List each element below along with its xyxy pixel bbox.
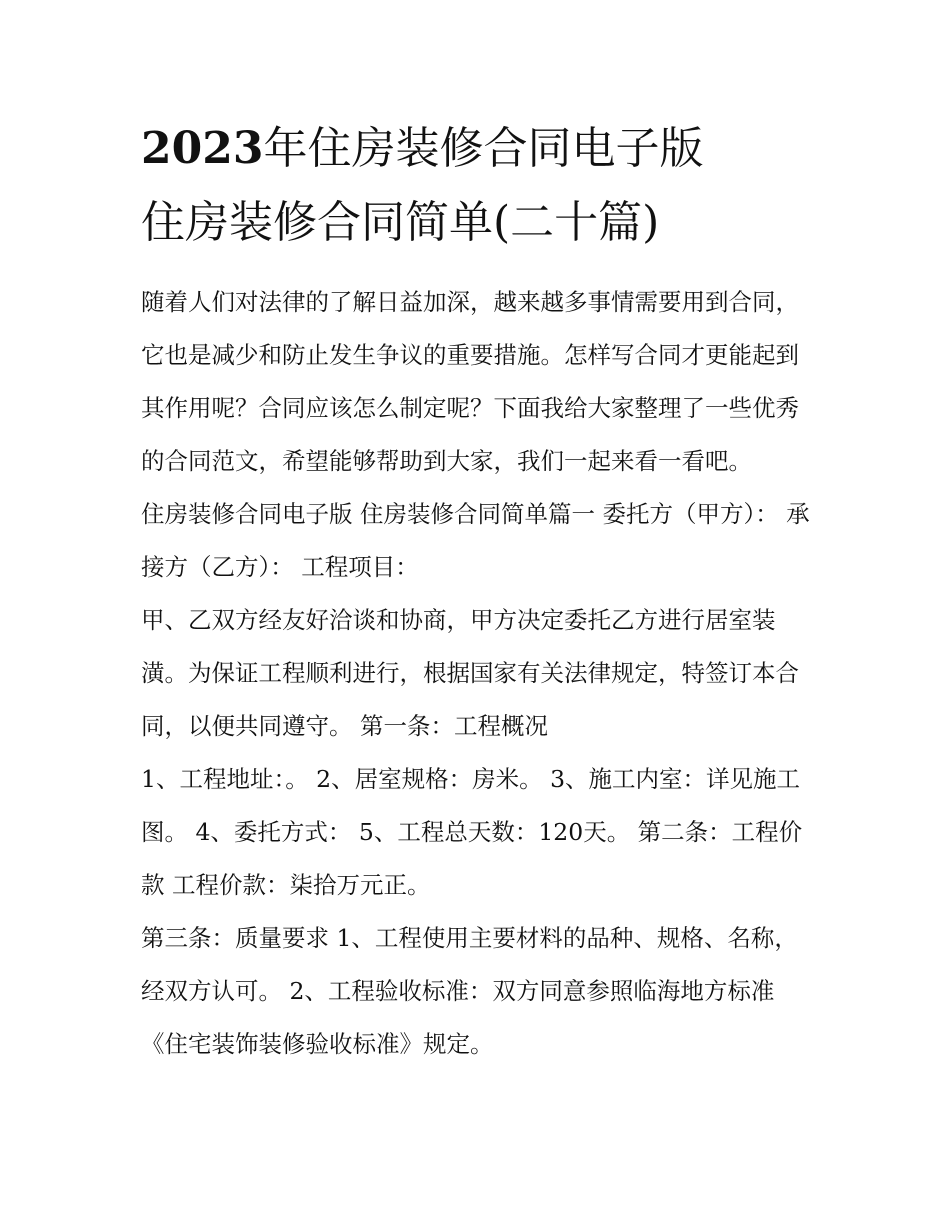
intro-paragraph: 随着人们对法律的了解日益加深，越来越多事情需要用到合同，它也是减少和防止发生争议的重要措施。怎样写合同才更能起到其作用呢？合同应该怎么制定呢？下面我给大家整理了一些优秀的合同范文，希望能够帮助到大家，我们一起来看一看吧。 [141,288,799,475]
agreement-paragraph: 甲、乙双方经友好洽谈和协商，甲方决定委托乙方进行居室装潢。为保证工程顺利进行，根据国家有关法律规定，特签订本合同，以便共同遵守。 第一条：工程概况 [141,606,799,740]
project-overview-paragraph: 1、工程地址：。 2、居室规格：房米。 3、施工内室：详见施工图。 4、委托方式： 5、工程总天数：120天。 第二条：工程价款 工程价款：柒拾万元正。 [141,765,803,899]
quality-requirements-paragraph: 第三条：质量要求 1、工程使用主要材料的品种、规格、名称，经双方认可。 2、工程验收标准：双方同意参照临海地方标准《住宅装饰装修验收标准》规定。 [141,924,798,1058]
title-year: 2023 [141,123,264,174]
contract-header-paragraph: 住房装修合同电子版 住房装修合同简单篇一 委托方（甲方）： 承接方（乙方）： 工程项目： [141,500,810,581]
title-line-1-text: 年住房装修合同电子版 [263,123,704,174]
title-line-2: 住房装修合同简单(二十篇) [141,197,660,248]
document-page [141,112,821,1071]
document-title [141,112,821,260]
title-line-1 [141,112,821,186]
